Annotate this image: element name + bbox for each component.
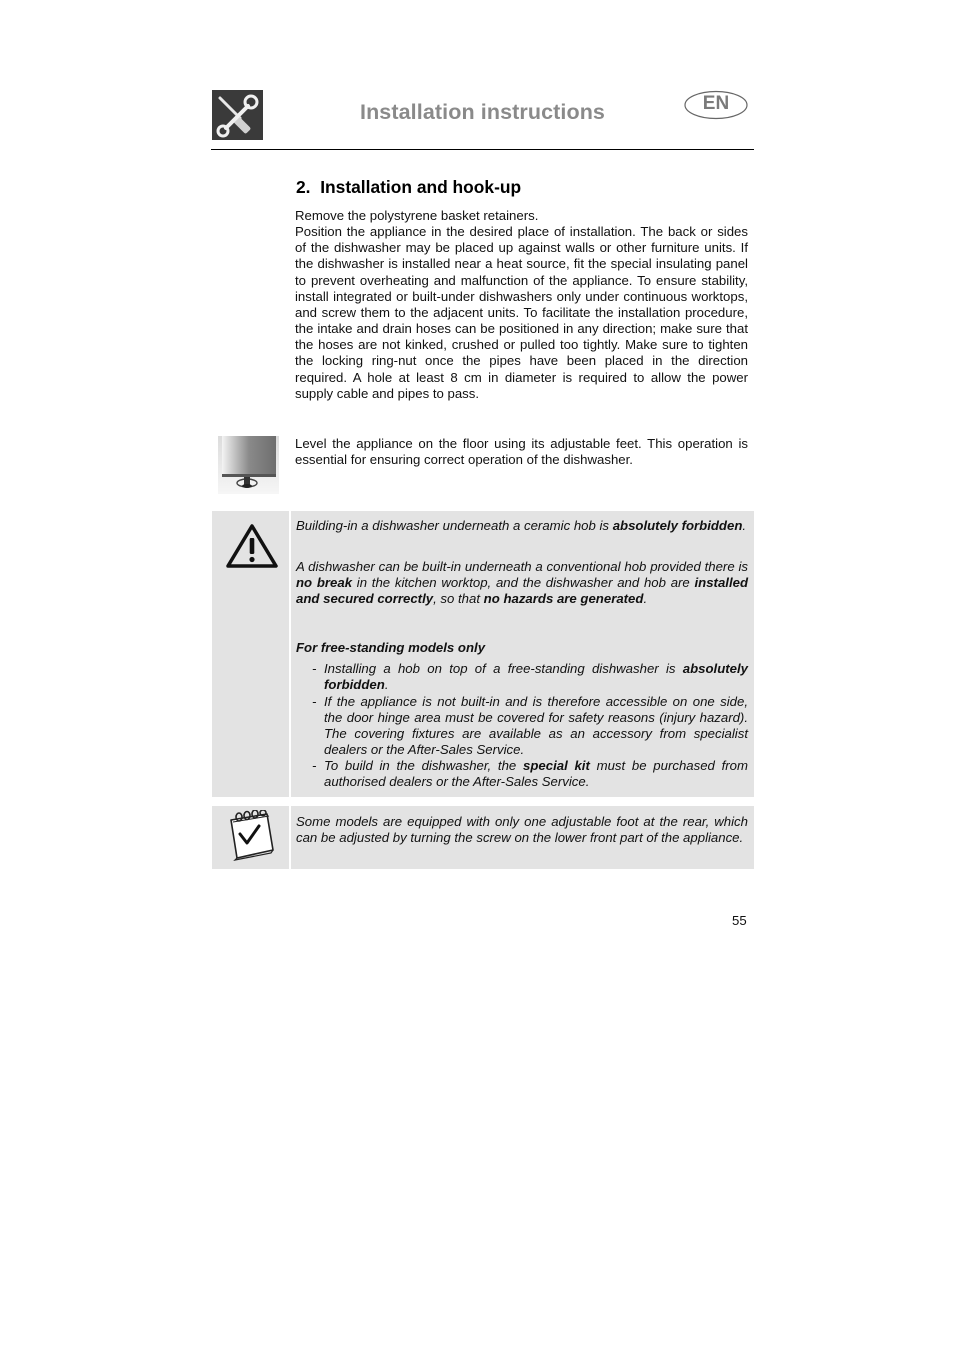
warning-text: in the kitchen worktop, and the dishwasher and hob are xyxy=(352,575,695,591)
warning-emphasis: no break xyxy=(296,575,353,591)
intro-line: Remove the polystyrene basket retainers. xyxy=(295,208,539,223)
warning-emphasis: installed and secured correctly xyxy=(296,575,748,607)
section-title xyxy=(296,177,521,198)
warning-triangle-icon xyxy=(226,523,278,569)
language-badge xyxy=(684,90,748,120)
list-item-text: If the appliance is not built-in and is therefore accessible on one side, the door hinge area must be covered for safety reasons (injury hazard). The covering fixtures are available as an accessory from specialist dealers or the After-Sales Service. xyxy=(324,694,748,758)
list-item-emphasis: special kit xyxy=(523,758,590,773)
note-text: Some models are equipped with only one adjustable foot at the rear, which can be adjusted by turning the screw on the lower front part of the appliance. xyxy=(296,814,748,846)
page-header-title: Installation instructions xyxy=(360,100,605,124)
list-item-emphasis: absolutely forbidden xyxy=(324,661,748,693)
warning-bullet-list xyxy=(296,661,748,791)
list-item-text: To build in the dishwasher, the xyxy=(324,758,524,773)
bullet-dash: - xyxy=(312,694,317,709)
adjustable-foot-icon xyxy=(218,436,279,494)
leveling-text: Level the appliance on the floor using its adjustable feet. This operation is essential for ensuring correct operation of the dishwasher. xyxy=(295,436,748,468)
section-title-text: Installation and hook-up xyxy=(320,177,522,197)
warning-subheading: For free-standing models only xyxy=(296,640,486,655)
warning-emphasis: absolutely forbidden xyxy=(612,518,743,533)
bullet-dash: - xyxy=(312,661,317,676)
warning-emphasis: no hazards are generated xyxy=(483,591,644,607)
header-divider xyxy=(211,149,754,150)
intro-paragraph: Position the appliance in the desired place of installation. The back or sides of the dishwasher may be placed up against walls or other furniture units. If the dishwasher is installed near a heat source, fit the special insulating panel to prevent overheating and malfunction of the appliance. To ensure stability, install integrated or built-under dishwashers only under continuous worktops, and screw them to the adjacent units. To facilitate the installation procedure, the intake and drain hoses can be positioned in any direction; make sure that the hoses are not kinked, crushed or pulled too tightly. Make sure to tighten the locking ring-nut once the pipes have been placed in the direction required. A hole at least 8 cm in diameter is required to allow the power supply cable and pipes to pass. xyxy=(295,224,748,401)
warning-icon-cell xyxy=(212,511,289,797)
warning-para-1 xyxy=(296,518,748,534)
list-item-text: Installing a hob on top of a free-standing dishwasher is xyxy=(324,661,683,676)
language-badge-label: EN xyxy=(702,93,730,114)
bullet-dash: - xyxy=(312,758,317,773)
list-item-text: must be purchased from authorised dealers or the After-Sales Service. xyxy=(324,758,748,790)
page-number: 55 xyxy=(732,913,747,928)
tools-icon xyxy=(212,90,263,140)
intro-text xyxy=(295,208,748,402)
warning-text: A dishwasher can be built-in underneath a conventional hob provided there is xyxy=(296,559,748,574)
warning-text: Building-in a dishwasher underneath a ceramic hob is xyxy=(296,518,613,533)
section-number: 2. xyxy=(296,177,311,197)
notepad-check-icon xyxy=(223,810,277,862)
warning-para-2 xyxy=(296,559,748,607)
note-icon-cell xyxy=(212,806,289,869)
warning-text: . xyxy=(643,591,648,607)
warning-text: , so that xyxy=(433,591,484,607)
warning-text: . xyxy=(742,518,747,533)
list-item-text: . xyxy=(384,677,389,693)
